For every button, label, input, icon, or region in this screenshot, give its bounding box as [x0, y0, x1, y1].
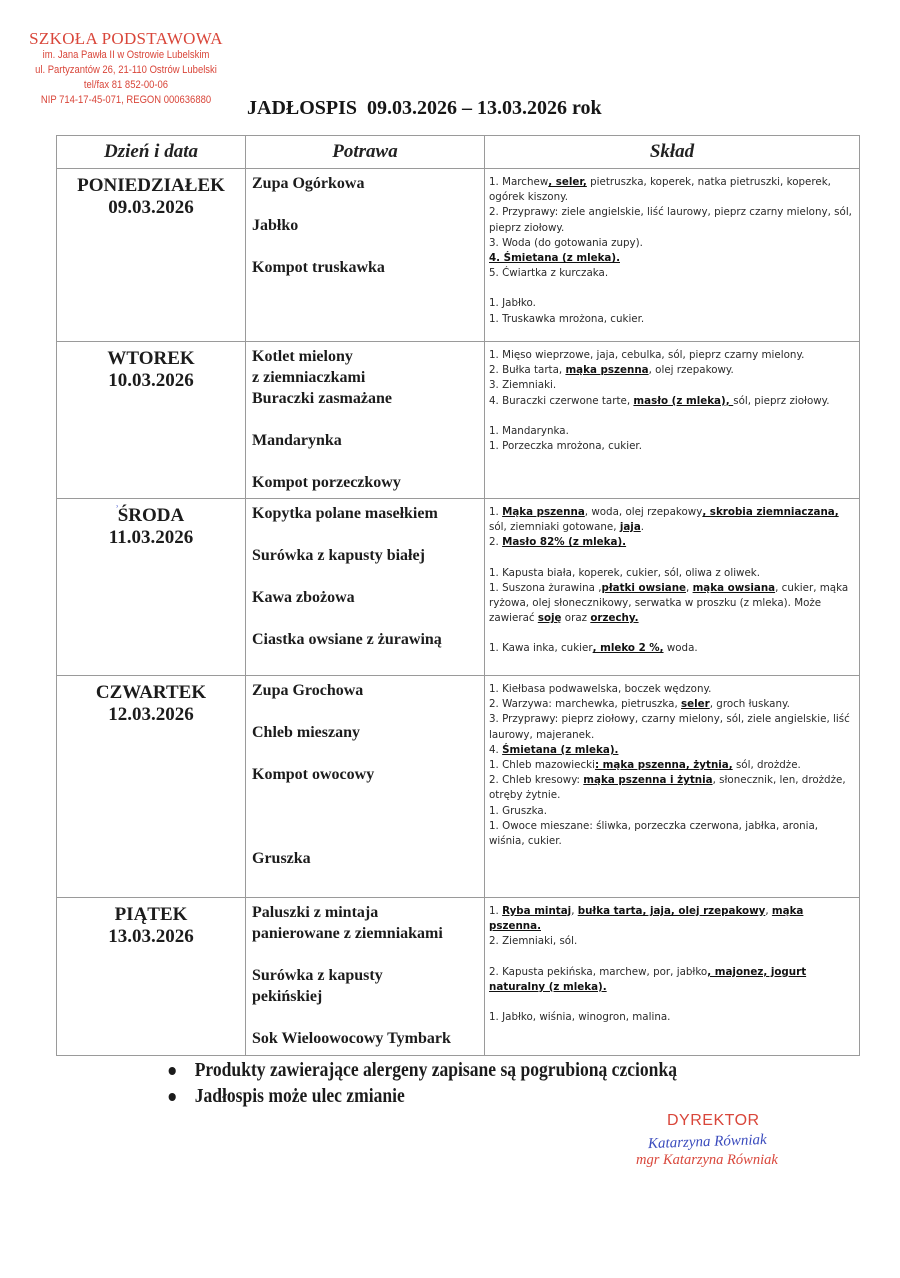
- allergen-text: Śmietana (z mleka).: [502, 743, 619, 756]
- dish-name: [252, 410, 484, 431]
- ingredient-text: 1. Kapusta biała, koperek, cukier, sól, oliwa z oliwek.: [489, 566, 761, 579]
- dish-cell: [246, 169, 485, 342]
- ingredient-text: 1. Kawa inka, cukier: [489, 642, 593, 655]
- ingredient-text: 3. Woda (do gotowania zupy).: [489, 236, 643, 249]
- ingredient-line: [489, 535, 855, 550]
- dish-name: [252, 567, 484, 588]
- signer-name: mgr Katarzyna Równiak: [636, 1152, 778, 1168]
- allergen-text: Mąka pszenna: [502, 506, 585, 518]
- dish-name: Kompot porzeczkowy: [252, 474, 401, 491]
- ingredient-line: [489, 378, 855, 393]
- ingredient-text: 1. Jabłko, wiśnia, winogron, malina.: [489, 1011, 671, 1024]
- ingredient-text: sól, pieprz ziołowy.: [733, 394, 830, 407]
- bullet-icon: [169, 1067, 176, 1075]
- dish-name: [252, 195, 484, 216]
- school-patron: im. Jana Pawła II w Ostrowie Lubelskim: [42, 49, 210, 61]
- day-name: PIĄTEK: [114, 904, 188, 925]
- ingredient-line: [489, 175, 855, 205]
- ingredient-text: sól, drożdże.: [732, 759, 801, 772]
- ingredient-line: [489, 758, 855, 773]
- allergen-text: mąka pszenna i żytnia: [583, 774, 713, 787]
- day-name: PONIEDZIAŁEK: [77, 175, 225, 196]
- ingredient-text: sól, ziemniaki gotowane,: [489, 521, 620, 534]
- day-name: WTOREK: [107, 348, 195, 369]
- ingredient-line: [489, 266, 855, 281]
- ingredient-line: [489, 281, 855, 296]
- ingredient-text: , woda, olej rzepakowy: [584, 506, 703, 518]
- note-changes: Jadłospis może ulec zmianie: [194, 1086, 405, 1107]
- day-cell: [57, 499, 246, 676]
- ingredient-text: 2.: [489, 536, 503, 549]
- menu-table-body: [57, 169, 860, 1056]
- dish-name: Gruszka: [252, 850, 311, 867]
- dish-name: Zupa Grochowa: [252, 682, 364, 699]
- director-title: DYREKTOR: [667, 1112, 760, 1129]
- dish-name: [252, 945, 484, 966]
- day-cell: [57, 169, 246, 342]
- composition-cell: [485, 342, 860, 499]
- ingredient-text: 1. Kiełbasa podwawelska, boczek wędzony.: [489, 683, 712, 695]
- day-date: 13.03.2026: [108, 926, 194, 947]
- ingredient-text: 5. Ćwiartka z kurczaka.: [489, 267, 609, 280]
- ingredient-text: oraz: [561, 612, 591, 625]
- ingredient-text: 2. Bułka tarta,: [489, 364, 566, 377]
- ingredient-line: [489, 626, 855, 641]
- ingredient-line: [489, 409, 855, 424]
- ingredient-line: [489, 205, 855, 235]
- allergen-text: , skrobia ziemniaczana,: [702, 506, 839, 518]
- ingredient-text: 3. Ziemniaki.: [489, 379, 557, 392]
- day-date: 12.03.2026: [108, 704, 194, 725]
- dish-name: [252, 807, 484, 828]
- header-dish: Potrawa: [246, 136, 485, 169]
- allergen-text: mąka pszenna: [565, 364, 649, 377]
- allergen-text: mąka pszenna.: [489, 905, 804, 933]
- ingredient-text: 2. Kapusta pekińska, marchew, por, jabłko: [489, 965, 708, 978]
- allergen-text: Ryba mintaj: [502, 905, 572, 917]
- ingredient-text: 1. Suszona żurawina ,: [489, 581, 602, 594]
- ingredient-text: 1. Gruszka.: [489, 804, 547, 817]
- dish-cell: [246, 342, 485, 499]
- school-address: ul. Partyzantów 26, 21-110 Ostrów Lubelski: [35, 64, 217, 76]
- school-tax-ids: NIP 714-17-45-071, REGON 000636880: [40, 94, 212, 106]
- header-composition: Skład: [485, 136, 860, 169]
- allergen-text: płatki owsiane: [601, 581, 687, 594]
- ingredient-text: 1. Mięso wieprzowe, jaja, cebulka, sól, pieprz czarny mielony.: [489, 349, 805, 361]
- dish-name: Buraczki zasmażane: [252, 390, 392, 407]
- dish-cell: [246, 499, 485, 676]
- composition-cell: [485, 499, 860, 676]
- table-row: [57, 342, 860, 499]
- notes-list: [165, 1058, 734, 1110]
- day-name: CZWARTEK: [95, 682, 207, 703]
- dish-name: z ziemniaczkami: [252, 369, 366, 386]
- dish-name: Ciastka owsiane z żurawiną: [252, 631, 442, 648]
- table-row: [57, 898, 860, 1056]
- note-allergens: Produkty zawierające alergeny zapisane są pogrubioną czcionką: [194, 1060, 677, 1081]
- pen-mark-icon: ˒: [116, 503, 119, 513]
- ingredient-line: [489, 581, 855, 627]
- ingredient-text: , słonecznik, len, drożdże, otręby żytnie.: [489, 774, 846, 802]
- bullet-icon: [169, 1093, 176, 1101]
- ingredient-text: 1. Marchew: [489, 176, 549, 188]
- composition-cell: [485, 169, 860, 342]
- ingredient-text: ,: [765, 905, 772, 917]
- ingredient-line: [489, 236, 855, 251]
- ingredient-text: 1. Jabłko.: [489, 297, 536, 310]
- day-date: 10.03.2026: [108, 370, 194, 391]
- ingredient-text: , olej rzepakowy.: [648, 364, 734, 377]
- dish-name: [252, 1008, 484, 1029]
- dish-name: Kompot owocowy: [252, 766, 375, 783]
- dish-name: Paluszki z mintaja: [252, 904, 379, 921]
- dish-name: [252, 702, 484, 723]
- ingredient-text: 1. Porzeczka mrożona, cukier.: [489, 440, 642, 453]
- ingredient-text: , groch łuskany.: [709, 698, 790, 711]
- ingredient-text: 1. Chleb mazowiecki: [489, 759, 595, 772]
- dish-name: Surówka z kapusty białej: [252, 547, 425, 564]
- dish-name: [252, 609, 484, 630]
- ingredient-line: [489, 819, 855, 849]
- ingredient-line: [489, 551, 855, 566]
- ingredient-line: [489, 1010, 855, 1025]
- ingredient-line: [489, 804, 855, 819]
- ingredient-line: [489, 712, 855, 742]
- dish-name: [252, 237, 484, 258]
- dish-name: Zupa Ogórkowa: [252, 175, 365, 192]
- ingredient-text: 2. Ziemniaki, sól.: [489, 935, 578, 948]
- ingredient-line: [489, 641, 855, 656]
- dish-name: Kompot truskawka: [252, 259, 385, 276]
- allergen-text: masło (z mleka),: [633, 394, 734, 407]
- allergen-text: , seler,: [548, 176, 587, 188]
- ingredient-line: [489, 904, 855, 934]
- allergen-text: : mąka pszenna, żytnia,: [594, 759, 733, 772]
- table-row: [57, 169, 860, 342]
- ingredient-text: 1. Owoce mieszane: śliwka, porzeczka czerwona, jabłka, aronia, wiśnia, cukier.: [489, 819, 819, 848]
- dish-name: pekińskiej: [252, 988, 323, 1005]
- allergen-text: seler: [681, 698, 710, 711]
- ingredient-line: [489, 251, 855, 266]
- school-phone: tel/fax 81 852-00-06: [83, 79, 169, 91]
- handwritten-signature: Katarzyna Równiak: [647, 1131, 767, 1153]
- ingredient-text: , cukier, mąka ryżowa, olej słonecznikowy, serwatka w proszku (z mleka). Może zawierać: [489, 581, 849, 625]
- header-day-date: Dzień i data: [57, 136, 246, 169]
- day-name: ŚRODA: [117, 505, 185, 526]
- day-cell: [57, 342, 246, 499]
- dish-name: [252, 786, 484, 807]
- allergen-text: , majonez, jogurt naturalny (z mleka).: [489, 965, 807, 993]
- dish-name: Kawa zbożowa: [252, 589, 355, 606]
- menu-table: [56, 135, 860, 1056]
- school-name: SZKOŁA PODSTAWOWA: [29, 29, 223, 48]
- dish-name: Mandarynka: [252, 432, 342, 449]
- ingredient-line: [489, 682, 855, 697]
- dish-name: [252, 744, 484, 765]
- composition-cell: [485, 676, 860, 898]
- ingredient-line: [489, 296, 855, 311]
- ingredient-text: 1. Truskawka mrożona, cukier.: [489, 312, 645, 325]
- ingredient-text: 4. Buraczki czerwone tarte,: [489, 394, 634, 407]
- allergen-text: mąka owsiana: [692, 581, 776, 594]
- allergen-text: 4. Śmietana (z mleka).: [489, 252, 620, 265]
- ingredient-line: [489, 424, 855, 439]
- ingredient-line: [489, 697, 855, 712]
- dish-name: [252, 452, 484, 473]
- ingredient-line: [489, 934, 855, 949]
- ingredient-line: [489, 312, 855, 327]
- allergen-text: , mleko 2 %,: [592, 642, 664, 655]
- allergen-text: bułka tarta, jaja, olej rzepakowy: [577, 905, 766, 917]
- ingredient-text: .: [640, 521, 645, 534]
- ingredient-text: 1.: [489, 506, 503, 518]
- table-row: [57, 676, 860, 898]
- ingredient-text: 2. Chleb kresowy:: [489, 774, 584, 787]
- dish-name: Jabłko: [252, 217, 299, 234]
- school-stamp: [12, 30, 240, 108]
- allergen-text: jaja: [619, 521, 641, 534]
- ingredient-text: pietruszka, koperek, natka pietruszki, koperek, ogórek kiszony.: [489, 176, 831, 204]
- allergen-text: Masło 82% (z mleka).: [502, 536, 627, 549]
- ingredient-text: ,: [686, 581, 693, 594]
- ingredient-text: 2. Warzywa: marchewka, pietruszka,: [489, 698, 682, 711]
- dish-name: Kopytka polane masełkiem: [252, 505, 438, 522]
- dish-name: [252, 525, 484, 546]
- ingredient-line: [489, 965, 855, 995]
- dish-name: Chleb mieszany: [252, 724, 360, 741]
- dish-name: Kotlet mielony: [252, 348, 353, 365]
- ingredient-text: 2. Przyprawy: ziele angielskie, liść laurowy, pieprz czarny mielony, sól, pieprz ziołowy.: [489, 206, 852, 234]
- dish-cell: [246, 676, 485, 898]
- ingredient-line: [489, 348, 855, 363]
- day-date: 11.03.2026: [108, 527, 194, 548]
- ingredient-line: [489, 950, 855, 965]
- day-cell: [57, 898, 246, 1056]
- note-item: [165, 1084, 677, 1110]
- dish-name: Sok Wieloowocowy Tymbark: [252, 1030, 451, 1047]
- ingredient-line: [489, 439, 855, 454]
- day-cell: [57, 676, 246, 898]
- day-date: 09.03.2026: [108, 197, 194, 218]
- ingredient-text: 1.: [489, 905, 503, 917]
- dish-name: Surówka z kapusty: [252, 967, 383, 984]
- ingredient-text: woda.: [663, 642, 698, 655]
- note-item: [165, 1058, 677, 1084]
- ingredient-line: [489, 505, 855, 535]
- allergen-text: orzechy.: [590, 612, 639, 625]
- dish-cell: [246, 898, 485, 1056]
- composition-cell: [485, 898, 860, 1056]
- ingredient-text: 1. Mandarynka.: [489, 424, 569, 437]
- ingredient-text: ,: [571, 905, 578, 917]
- table-row: [57, 499, 860, 676]
- ingredient-line: [489, 995, 855, 1010]
- table-header-row: [57, 136, 860, 169]
- ingredient-line: [489, 773, 855, 803]
- dish-name: [252, 828, 484, 849]
- ingredient-text: 4.: [489, 743, 503, 756]
- page-title: JADŁOSPIS 09.03.2026 – 13.03.2026 rok: [247, 97, 602, 119]
- ingredient-line: [489, 743, 855, 758]
- ingredient-line: [489, 566, 855, 581]
- ingredient-line: [489, 394, 855, 409]
- ingredient-line: [489, 363, 855, 378]
- allergen-text: soję: [537, 612, 562, 625]
- dish-name: panierowane z ziemniakami: [252, 925, 443, 942]
- ingredient-text: 3. Przyprawy: pieprz ziołowy, czarny mielony, sól, ziele angielskie, liść laurowy, majeranek.: [489, 713, 850, 741]
